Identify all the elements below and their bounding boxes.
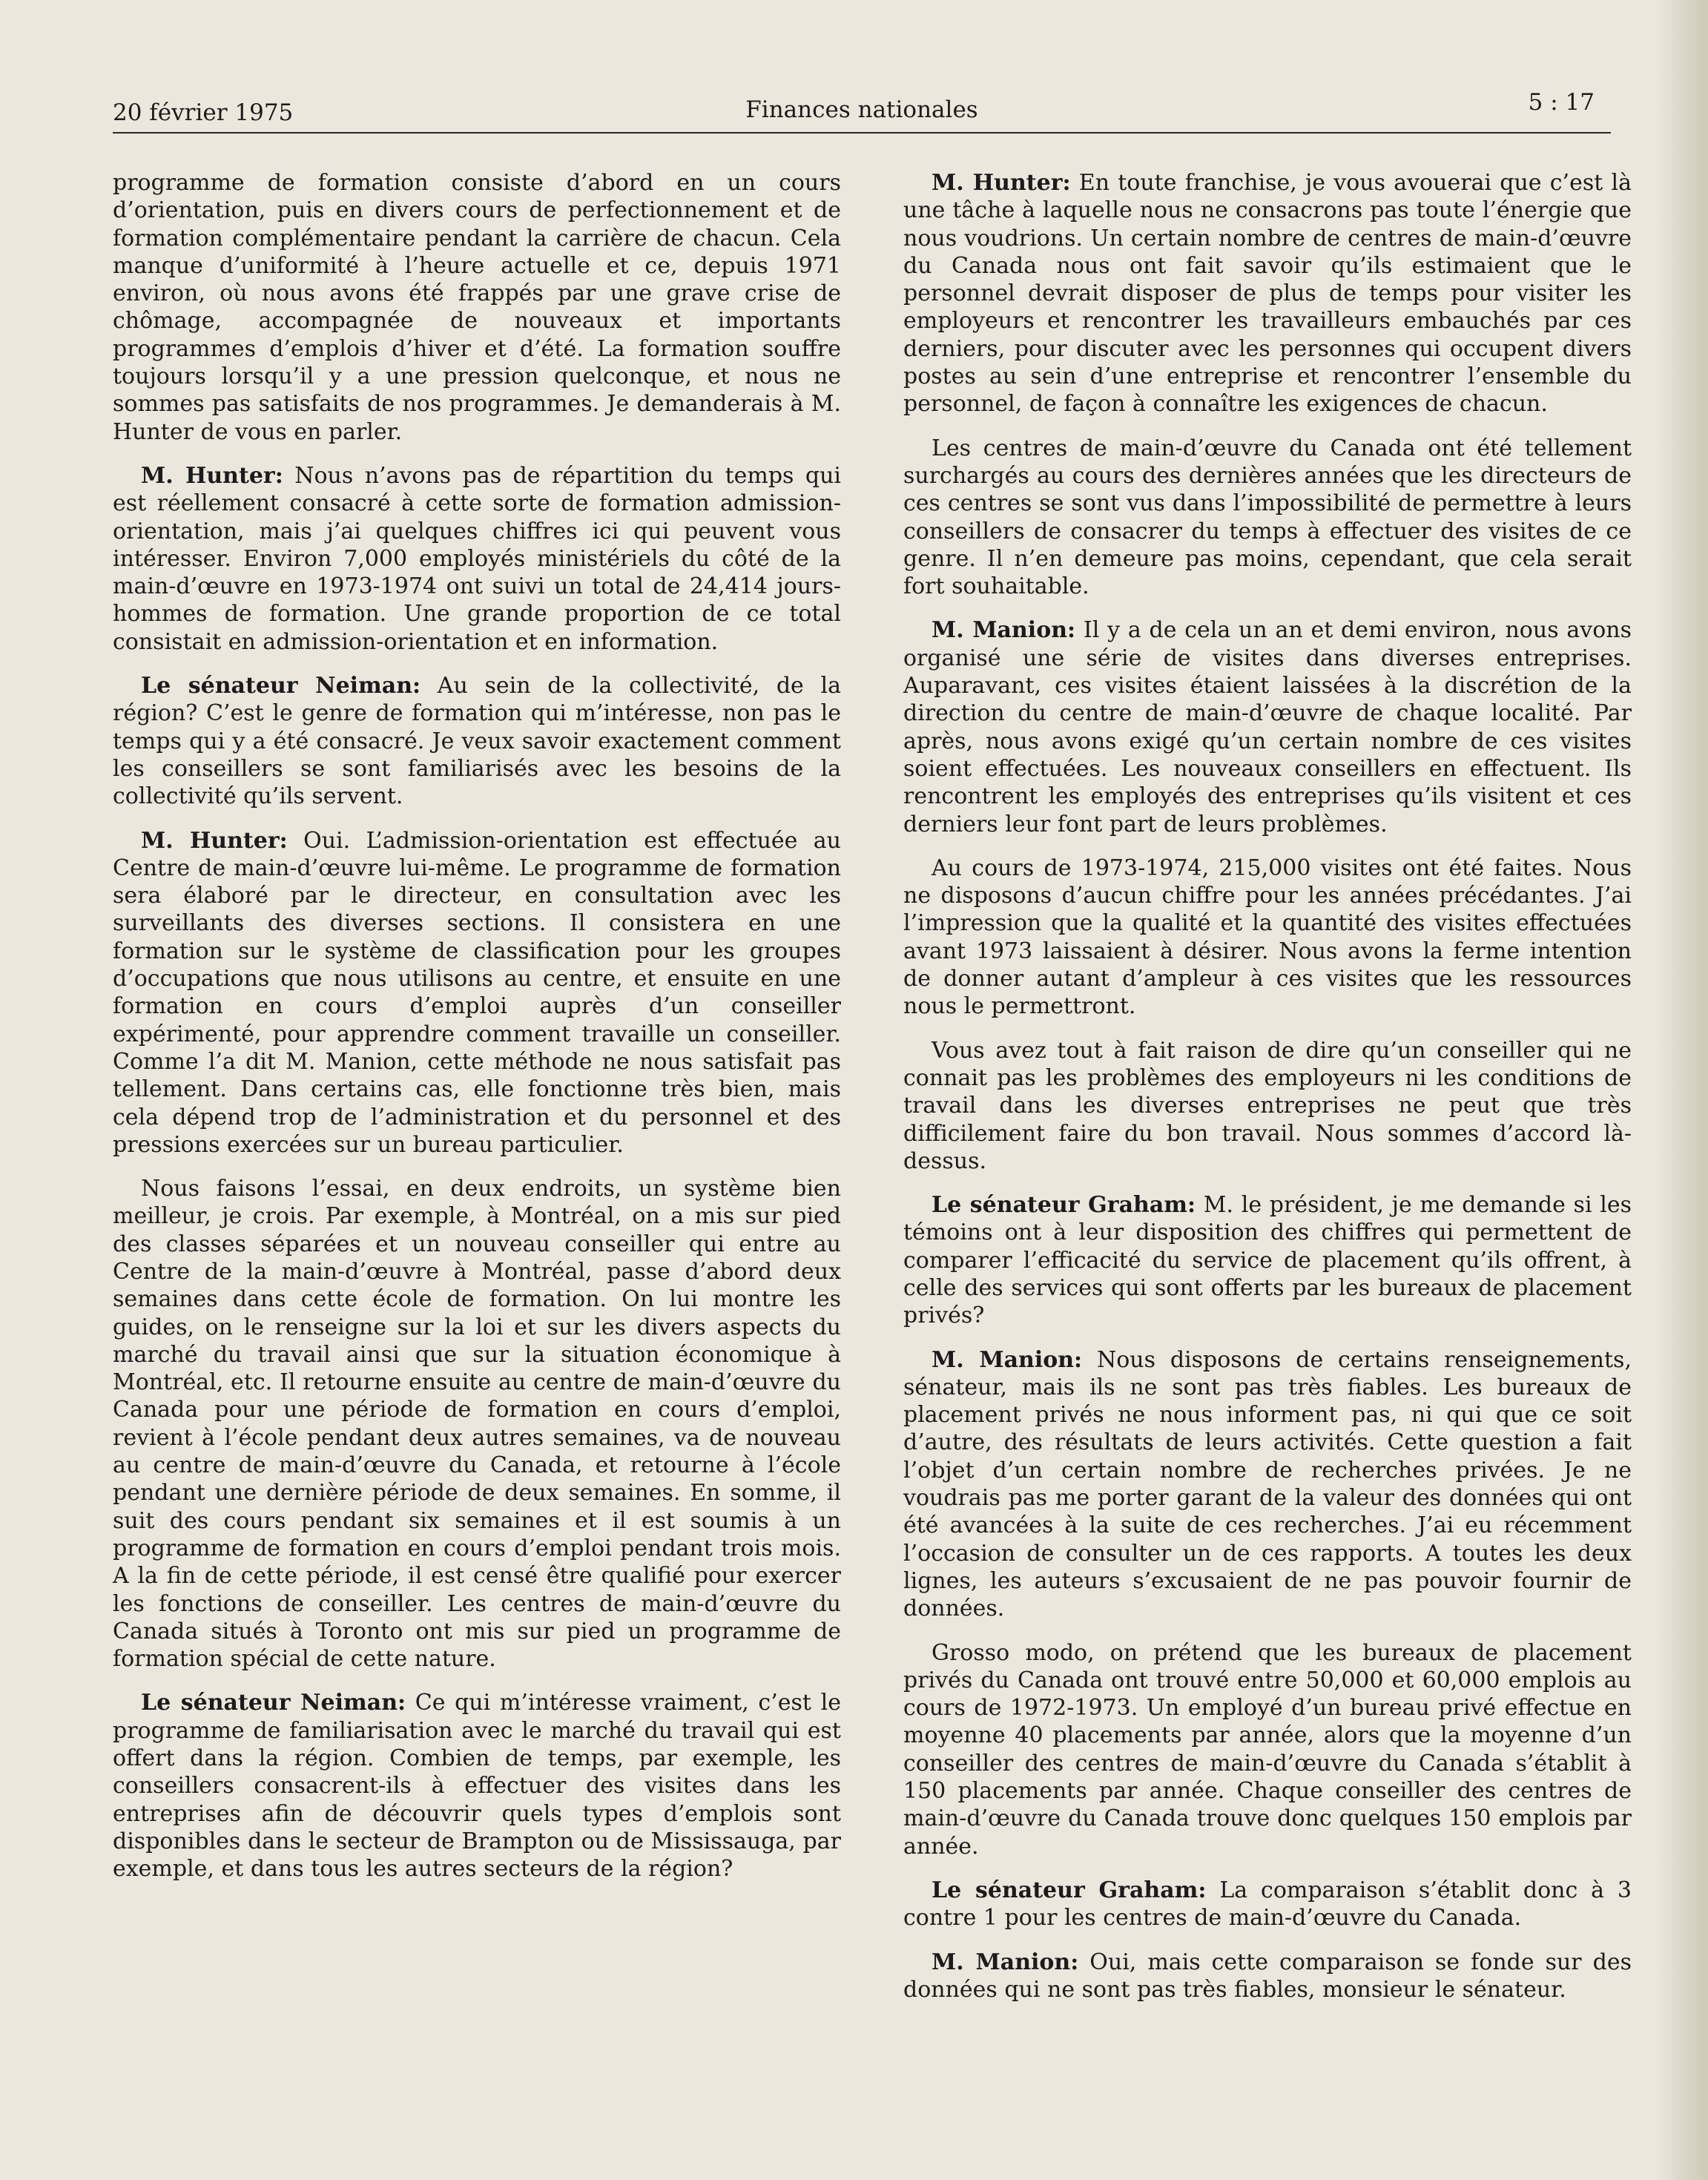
- paragraph-text: Il y a de cela un an et demi environ, nous avons organisé une série de visites dans diverses entreprises. Auparavant, ces visites étaient laissées à la discrétion de la direction du centre de main-d’œuvre de chaque localité. Par après, nous avons exigé qu’un certain nombre de ces visites soient effectuées. Les nouveaux conseillers en effectuent. Ils rencontrent les employés des entreprises qu’ils visitent et ces derniers leur font part de leurs problèmes.: [903, 617, 1632, 837]
- header-title: Finances nationales: [745, 96, 978, 123]
- paragraph: [903, 1037, 1632, 1175]
- paragraph-text: Au sein de la collectivité, de la région? C’est le genre de formation qui m’intéresse, non pas le temps qui y a été consacré. Je veux savoir exactement comment les conseillers se sont familiarisés avec les besoins de la collectivité qu’ils servent.: [113, 673, 841, 810]
- speaker-name: M. Hunter:: [932, 170, 1071, 196]
- paragraph-text: Au cours de 1973-1974, 215,000 visites ont été faites. Nous ne disposons d’aucun chiffre pour les années précédantes. J’ai l’impression que la qualité et la quantité des visites effectuées avant 1973 laissaient à désirer. Nous avons la ferme intention de donner autant d’ampleur à ces visites que les ressources nous le permettront.: [903, 854, 1632, 1020]
- paragraph: [903, 1191, 1632, 1329]
- paragraph: [903, 854, 1632, 1021]
- paragraph-text: Oui, mais cette comparaison se fonde sur des données qui ne sont pas très fiables, monsieur le sénateur.: [903, 1949, 1632, 2003]
- paragraph-text: Nous n’avons pas de répartition du temps qui est réellement consacré à cette sorte de formation admission-orientation, mais j’ai quelques chiffres ici qui peuvent vous intéresser. Environ 7,000 employés ministériels du côté de la main-d’œuvre en 1973-1974 ont suivi un total de 24,414 jours-hommes de formation. Une grande proportion de ce total consistait en admission-orientation et en information.: [113, 462, 841, 655]
- speaker-name: Le sénateur Neiman:: [141, 1690, 406, 1716]
- paragraph: [113, 1689, 841, 1883]
- paragraph-text: Ce qui m’intéresse vraiment, c’est le programme de familiarisation avec le marché du travail qui est offert dans la région. Combien de temps, par exemple, les conseillers consacrent-ils à effectuer des visites dans les entreprises afin de découvrir quels types d’emplois sont disponibles dans le secteur de Brampton ou de Mississauga, par exemple, et dans tous les autres secteurs de la région?: [113, 1690, 841, 1883]
- speaker-name: M. Hunter:: [141, 827, 288, 854]
- page-binding-shadow: [1656, 0, 1708, 2180]
- speaker-name: M. Hunter:: [141, 462, 283, 489]
- paragraph-text: Oui. L’admission-orientation est effectuée au Centre de main-d’œuvre lui-même. Le programme de formation sera élaboré par le directeur, en consultation avec les surveillants des diverses sections. Il consistera en une formation sur le système de classification pour les groupes d’occupations que nous utilisons au centre, et ensuite en une formation en cours d’emploi auprès d’un conseiller expérimenté, pour apprendre comment travaille un conseiller. Comme l’a dit M. Manion, cette méthode ne nous satisfait pas tellement. Dans certains cas, elle fonctionne très bien, mais cela dépend trop de l’administration et du personnel et des pressions exercées sur un bureau particulier.: [113, 827, 842, 1158]
- paragraph-text: programme de formation consiste d’abord en un cours d’orientation, puis en divers cours de perfectionnement et de formation complémentaire pendant la carrière de chacun. Cela manque d’uniformité à l’heure actuelle et ce, depuis 1971 environ, où nous avons été frappés par une grave crise de chômage, accompagnée de nouveaux et importants programmes d’emplois d’hiver et d’été. La formation souffre toujours lorsqu’il y a une pression quelconque, et nous ne sommes pas satisfaits de nos programmes. Je demanderais à M. Hunter de vous en parler.: [113, 170, 841, 445]
- paragraph: [903, 1877, 1632, 1932]
- speaker-name: M. Manion:: [932, 1949, 1079, 1975]
- paragraph: [903, 1949, 1632, 2004]
- paragraph-text: Grosso modo, on prétend que les bureaux de placement privés du Canada ont trouvé entre 50,000 et 60,000 emplois au cours de 1972-1973. Un employé d’un bureau privé effectue en moyenne 40 placements par année, alors que la moyenne d’un conseiller des centres de main-d’œuvre du Canada s’établit à 150 placements par année. Chaque conseiller des centres de main-d’œuvre du Canada trouve donc quelques 150 emplois par année.: [903, 1639, 1632, 1860]
- speaker-name: Le sénateur Graham:: [932, 1877, 1207, 1903]
- page-header: [113, 88, 1611, 134]
- paragraph-text: Les centres de main-d’œuvre du Canada ont été tellement surchargés au cours des dernières années que les directeurs de ces centres se sont vus dans l’impossibilité de permettre à leurs conseillers de consacrer du temps à effectuer des visites de ce genre. Il n’en demeure pas moins, cependant, que cela serait fort souhaitable.: [903, 435, 1632, 600]
- paragraph: [903, 616, 1632, 837]
- left-column: [113, 169, 841, 1900]
- paragraph-text: Vous avez tout à fait raison de dire qu’un conseiller qui ne connait pas les problèmes des employeurs ni les conditions de travail dans les diverses entreprises ne peut que très difficilement faire du bon travail. Nous sommes d’accord là-dessus.: [903, 1037, 1632, 1174]
- header-page-number: 5 : 17: [1528, 89, 1595, 116]
- paragraph: [903, 435, 1632, 601]
- speaker-name: Le sénateur Graham:: [932, 1192, 1196, 1219]
- paragraph: [113, 1175, 841, 1673]
- header-date: 20 février 1975: [113, 99, 294, 126]
- paragraph-text: Nous disposons de certains renseignements, sénateur, mais ils ne sont pas très fiables. Les bureaux de placement privés ne nous informent pas, ni qui que ce soit d’autre, des résultats de leurs activités. Cette question a fait l’objet d’un certain nombre de recherches privées. Je ne voudrais pas me porter garant de la valeur des données qui ont été avancées à la suite de ces recherches. J’ai eu récemment l’occasion de consulter un de ces rapports. A toutes les deux lignes, les auteurs s’excusaient de ne pas pouvoir fournir de données.: [903, 1346, 1632, 1622]
- paragraph: [903, 169, 1632, 418]
- paragraph-text: Nous faisons l’essai, en deux endroits, un système bien meilleur, je crois. Par exemple, à Montréal, on a mis sur pied des classes séparées et un nouveau conseiller qui entre au Centre de la main-d’œuvre à Montréal, passe d’abord deux semaines dans cette école de formation. On lui montre les guides, on le renseigne sur la loi et sur les divers aspects du marché du travail ainsi que sur la situation économique à Montréal, etc. Il retourne ensuite au centre de main-d’œuvre du Canada pour une période de formation en cours d’emploi, revient à l’école pendant deux autres semaines, va de nouveau au centre de main-d’œuvre du Canada, et retourne à l’école pendant une dernière période de deux semaines. En somme, il suit des cours pendant six semaines et il est soumis à un programme de formation en cours d’emploi pendant trois mois. A la fin de cette période, il est censé être qualifié pour exercer les fonctions de conseiller. Les centres de main-d’œuvre du Canada situés à Toronto ont mis sur pied un programme de formation spécial de cette nature.: [113, 1176, 841, 1673]
- right-column: [903, 169, 1632, 2020]
- paragraph-text: La comparaison s’établit donc à 3 contre 1 pour les centres de main-d’œuvre du Canada.: [903, 1877, 1632, 1932]
- speaker-name: Le sénateur Neiman:: [141, 673, 421, 699]
- paragraph: [113, 169, 841, 446]
- paragraph-text: En toute franchise, je vous avouerai que c’est là une tâche à laquelle nous ne consacrons pas toute l’énergie que nous voudrions. Un certain nombre de centres de main-d’œuvre du Canada nous ont fait savoir qu’ils estimaient que le personnel devrait disposer de plus de temps pour visiter les employeurs et rencontrer les travailleurs embauchés par ces derniers, pour discuter avec les personnes qui occupent divers postes au sein d’une entreprise et rencontrer l’ensemble du personnel, de façon à connaître les exigences de chacun.: [903, 170, 1632, 418]
- speaker-name: M. Manion:: [932, 617, 1076, 644]
- paragraph-text: M. le président, je me demande si les témoins ont à leur disposition des chiffres qui permettent de comparer l’efficacité du service de placement qu’ils offrent, à celle des services qui sont offerts par les bureaux de placement privés?: [903, 1192, 1632, 1329]
- speaker-name: M. Manion:: [932, 1346, 1083, 1373]
- paragraph: [903, 1346, 1632, 1623]
- paragraph: [113, 672, 841, 810]
- paragraph: [113, 462, 841, 656]
- paragraph: [903, 1639, 1632, 1860]
- paragraph: [113, 827, 841, 1159]
